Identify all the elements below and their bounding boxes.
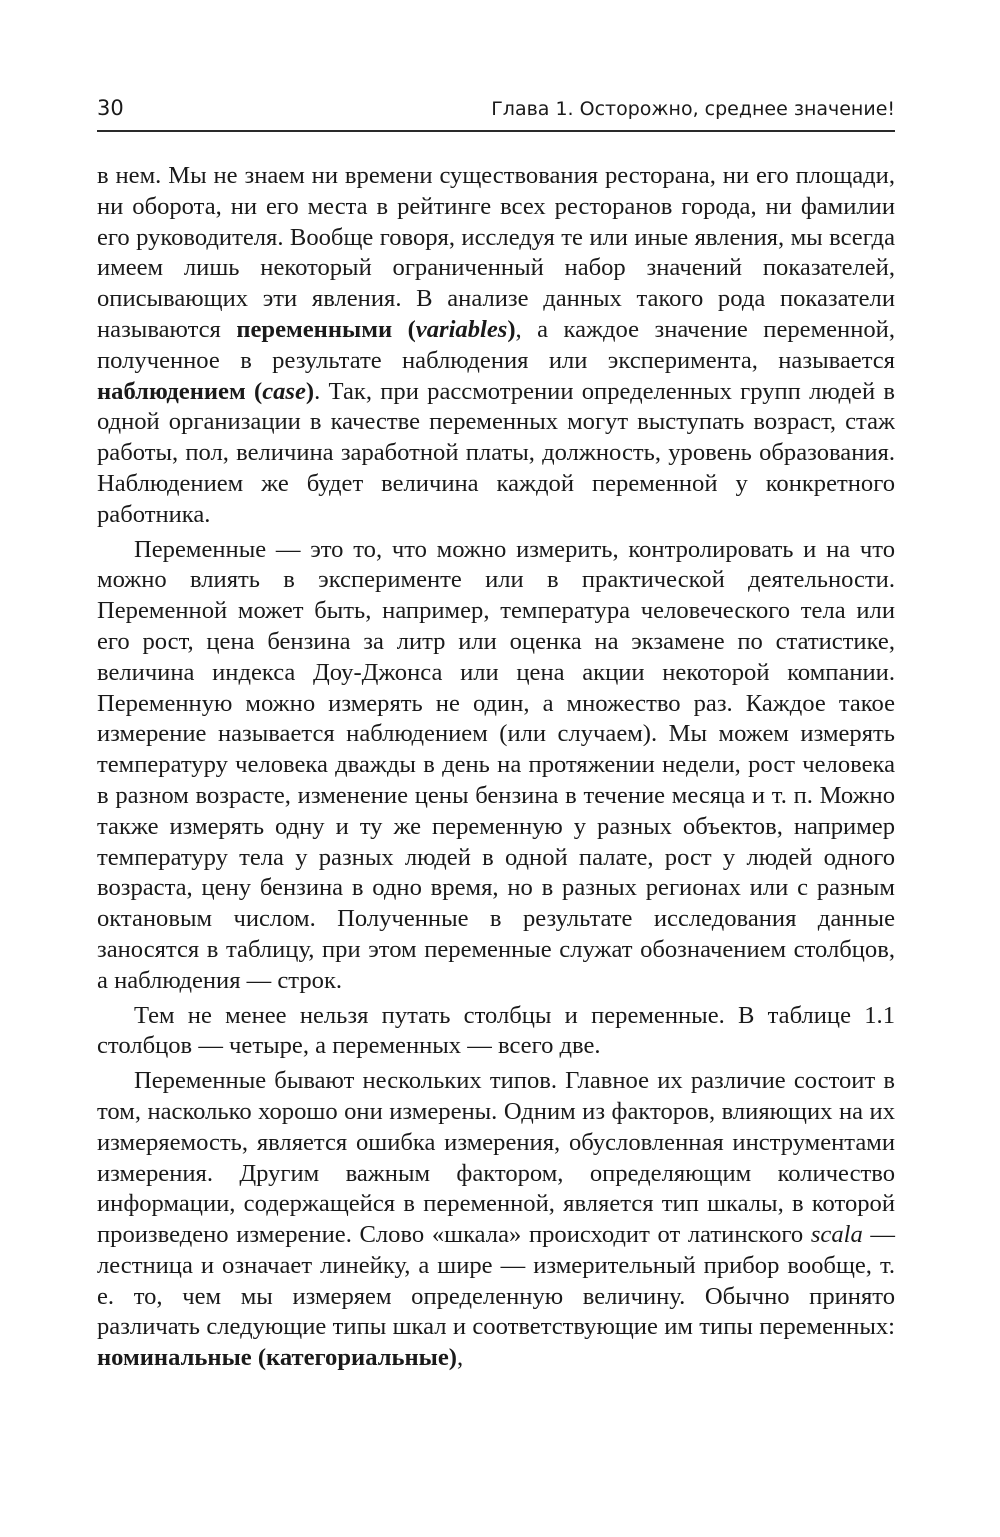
term-case-en-close: ) bbox=[305, 377, 315, 405]
body-text bbox=[97, 161, 895, 1374]
paragraph-4-text-a: Переменные бывают нескольких типов. Главное их различие состоит в том, насколько хорошо они измерены. Одним из факторов, влияющих на их измеряемость, является ошибка измерения, обусловленная инструментами измерения. Другим важным фактором, определяющим количество информации, содержащейся в переменной, является тип шкалы, в которой произведено измерение. Слово «шкала» происходит от латинского bbox=[97, 1067, 895, 1249]
space bbox=[392, 316, 407, 343]
term-observation-ru: наблюдением bbox=[97, 377, 246, 405]
paragraph-2: Переменные — это то, что можно измерить, контролировать и на что можно влиять в эксперименте или в практической деятельности. Переменной может быть, например, температура человеческого тела или его рост, цена бензина за литр или оценка на экзамене по статистике, величина индекса Доу-Джонса или цена акции некоторой компании. Переменную можно измерять не один, а множество раз. Каждое такое измерение называется наблюдением (или случаем). Мы можем измерять температуру человека дважды в день на протяжении недели, рост человека в разном возрасте, изменение цены бензина в течение месяца и т. п. Можно также измерять одну и ту же переменную у разных объектов, например температуру тела у разных людей в одной палате, рост у людей одного возраста, цену бензина в одно время, но в разных регионах или с разным октановым числом. Полученные в результате исследования данные заносятся в таблицу, при этом переменные служат обозначением столбцов, а наблюдения — строк. bbox=[97, 535, 895, 994]
paragraph-4 bbox=[97, 1066, 895, 1374]
term-variables-en-close: ) bbox=[507, 315, 516, 343]
paragraph-4-text-c: , bbox=[456, 1344, 464, 1372]
paragraph-1-text-c: , а каждое значение переменной, полученное в результате наблюдения или эксперимента, называется bbox=[97, 315, 895, 374]
page-number: 30 bbox=[97, 96, 124, 120]
paragraph-4-text-b: — лестница и означает линейку, а шире — измерительный прибор вообще, т. е. то, чем мы измеряем определенную величину. Обычно принято различать следующие типы шкал и соответствующие им типы переменных: bbox=[97, 1221, 895, 1341]
space bbox=[246, 378, 254, 405]
term-case-en-open: ( bbox=[254, 377, 263, 405]
term-variables-en: variables bbox=[415, 315, 508, 343]
term-nominal: номинальные (категориальные) bbox=[97, 1344, 457, 1372]
term-case-en: case bbox=[262, 377, 306, 405]
term-variables-ru: переменными bbox=[236, 315, 393, 343]
latin-word-scala: scala bbox=[810, 1221, 863, 1249]
term-variables-en-open: ( bbox=[407, 315, 416, 343]
paragraph-3: Тем не менее нельзя путать столбцы и переменные. В таблице 1.1 столбцов — четыре, а переменных — всего две. bbox=[97, 1001, 895, 1060]
paragraph-1-text-e: . Так, при рассмотрении определенных групп людей в одной организации в качестве переменных могут выступать возраст, стаж работы, пол, величина заработной платы, должность, уровень образования. Наблюдением же будет величина каждой переменной у конкретного работника. bbox=[97, 377, 895, 528]
paragraph-1 bbox=[97, 161, 895, 531]
running-header bbox=[97, 90, 895, 132]
paragraph-1-text-a: в нем. Мы не знаем ни времени существования ресторана, ни его площади, ни оборота, ни его места в рейтинге всех ресторанов города, ни фамилии его руководителя. Вообще говоря, исследуя те или иные явления, мы всегда имеем лишь некоторый ограниченный набор значений показателей, описывающих эти явления. В анализе данных такого рода показатели называются bbox=[97, 162, 895, 343]
chapter-title: Глава 1. Осторожно, среднее значение! bbox=[491, 98, 895, 120]
